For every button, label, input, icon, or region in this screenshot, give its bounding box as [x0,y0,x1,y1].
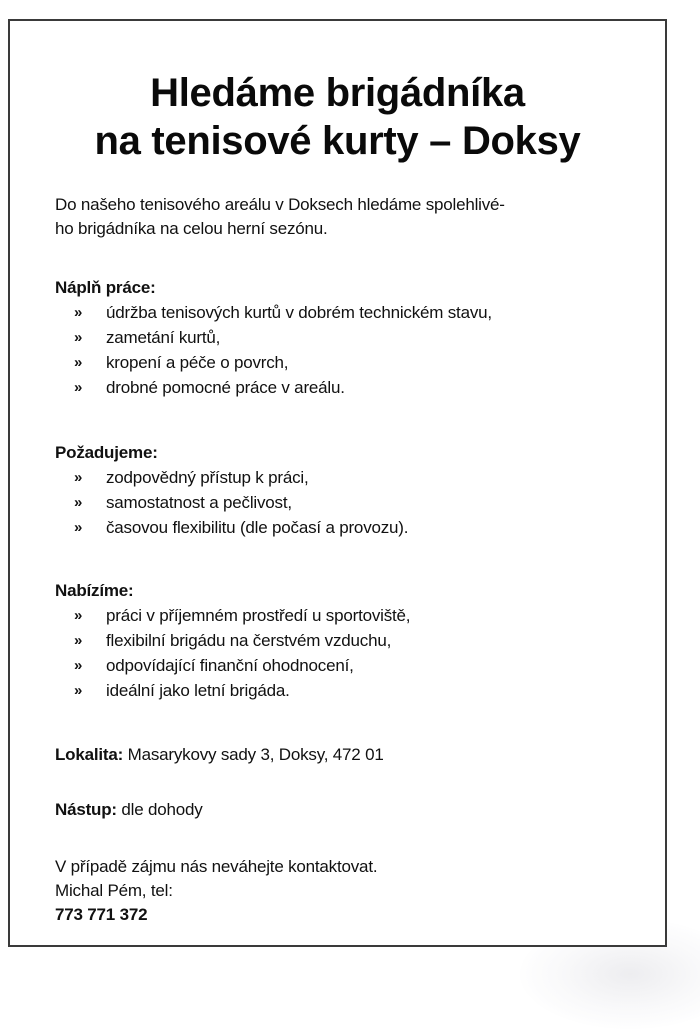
section-benefits [55,579,645,703]
title-line-1: Hledáme brigádníka [150,71,525,115]
bullet-list [55,465,645,540]
bullet-icon: » [74,657,83,674]
list-item-text: práci v příjemném prostředí u sportoviště, [106,606,411,625]
list-item [55,678,645,703]
poster-title [10,69,665,165]
location-value: Masarykovy sady 3, Doksy, 472 01 [123,745,384,764]
start-date-line [55,798,203,822]
list-item-text: zametání kurtů, [106,328,221,347]
start-value: dle dohody [116,800,203,819]
bullet-icon: » [74,469,83,486]
list-item-text: flexibilní brigádu na čerstvém vzduchu, [106,631,392,650]
contact-invitation: V případě zájmu nás neváhejte kontaktovat. [55,857,378,876]
list-item [55,628,645,653]
list-item [55,653,645,678]
list-item-text: drobné pomocné práce v areálu. [106,378,345,397]
list-item-text: ideální jako letní brigáda. [106,681,290,700]
title-line-2: na tenisové kurty – Doksy [94,119,581,163]
list-item [55,300,645,325]
location-line [55,743,384,767]
bullet-icon: » [74,379,83,396]
list-item [55,350,645,375]
section-heading: Požadujeme: [55,443,158,462]
bullet-icon: » [74,329,83,346]
list-item-text: zodpovědný přístup k práci, [106,468,309,487]
list-item-text: samostatnost a pečlivost, [106,493,292,512]
intro-line-2: ho brigádníka na celou herní sezónu. [55,219,328,238]
intro-paragraph [55,193,635,241]
phone-number: 773 771 372 [55,905,148,924]
list-item-text: kropení a péče o povrch, [106,353,289,372]
section-job-duties [55,276,645,400]
list-item-text: časovou flexibilitu (dle počasí a provozu). [106,518,409,537]
intro-line-1: Do našeho tenisového areálu v Doksech hledáme spolehlivé- [55,195,505,214]
contact-name: Michal Pém, tel: [55,881,173,900]
bullet-icon: » [74,494,83,511]
contact-block [55,855,377,927]
bullet-icon: » [74,354,83,371]
start-label: Nástup: [55,800,117,819]
job-poster [8,19,667,947]
list-item-text: odpovídající finanční ohodnocení, [106,656,354,675]
section-heading: Náplň práce: [55,278,156,297]
list-item-text: údržba tenisových kurtů v dobrém technickém stavu, [106,303,492,322]
bullet-icon: » [74,304,83,321]
location-label: Lokalita: [55,745,124,764]
contact-person-line [55,879,377,927]
section-requirements [55,441,645,540]
list-item [55,465,645,490]
bullet-list [55,300,645,400]
section-heading: Nabízíme: [55,581,134,600]
bullet-icon: » [74,632,83,649]
list-item [55,325,645,350]
list-item [55,375,645,400]
list-item [55,603,645,628]
bullet-list [55,603,645,703]
bullet-icon: » [74,519,83,536]
list-item [55,515,645,540]
list-item [55,490,645,515]
bullet-icon: » [74,607,83,624]
bullet-icon: » [74,682,83,699]
